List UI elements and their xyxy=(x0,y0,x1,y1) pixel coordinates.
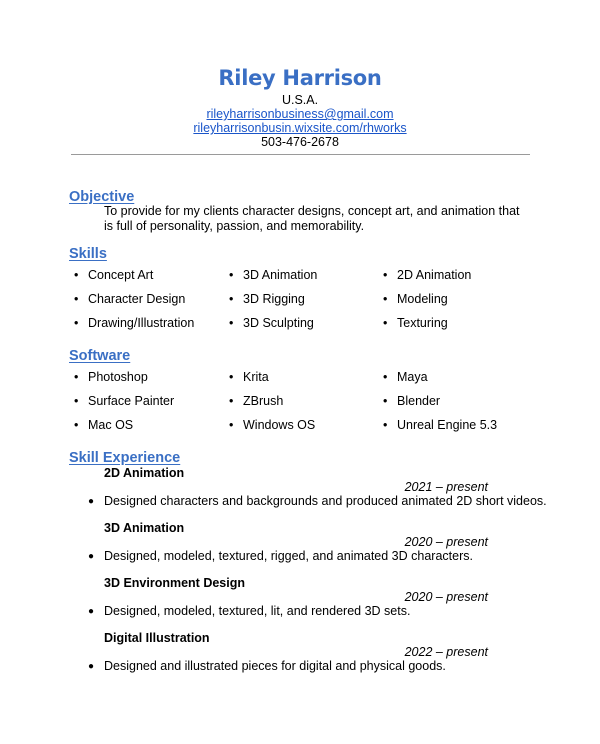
bullet-icon: • xyxy=(383,418,388,432)
bullet-icon: • xyxy=(383,292,388,306)
bullet-icon: • xyxy=(74,292,79,306)
software-heading: Software xyxy=(69,348,131,364)
experience-date: 2022 – present xyxy=(404,645,488,659)
bullet-icon: • xyxy=(74,394,79,408)
experience-title: 3D Animation xyxy=(104,521,185,535)
skills-heading: Skills xyxy=(69,246,107,262)
experience-date: 2020 – present xyxy=(404,590,488,604)
header-divider xyxy=(71,154,530,155)
bullet-icon: • xyxy=(229,394,234,408)
experience-title: 3D Environment Design xyxy=(104,576,245,590)
website-link[interactable]: rileyharrisonbusin.wixsite.com/rhworks xyxy=(193,121,407,135)
experience-title: 2D Animation xyxy=(104,466,185,480)
resume-page: Riley Harrison U.S.A. rileyharrisonbusiness@gmail.com rileyharrisonbusin.wixsite.com/rhworks 503-476-2678 Objective To provide for my clients character designs, concept art, and animation that is full of personality, passion, and memorability. Skills • Concept Art • Character Design • Drawing/Illustration • 3D Animation • 3D Rigging • 3D Sculpting • 2D Animation • Modeling • Texturing Software • Photoshop • Surface Painter • Mac OS • Krita • ZBrush • Windows OS • Maya • Blender • Unreal Engine 5.3 Skill Experience 2D Animation 2021 – present ● Designed characters and backgrounds and produced animated 2D short videos. 3D Animation 2020 – present ● Designed, modeled, textured, rigged, and animated 3D characters. 3D Environment Design 2020 – present ● Designed, modeled, textured, lit, and rendered 3D sets. Digital Illustration 2022 – present ● Designed and illustrated pieces for digital and physical goods. xyxy=(0,0,600,744)
bullet-icon: • xyxy=(229,316,234,330)
bullet-icon: • xyxy=(229,268,234,282)
resume-header xyxy=(0,63,600,149)
bullet-icon: • xyxy=(383,394,388,408)
bullet-icon: ● xyxy=(88,551,95,562)
objective-heading: Objective xyxy=(69,189,135,205)
experience-description: ● Designed and illustrated pieces for digital and physical goods. xyxy=(88,659,446,673)
bullet-icon: • xyxy=(74,370,79,384)
location: U.S.A. xyxy=(281,93,319,107)
experience-heading: Skill Experience xyxy=(69,450,181,466)
bullet-icon: ● xyxy=(88,496,95,507)
bullet-icon: • xyxy=(383,316,388,330)
phone-number: 503-476-2678 xyxy=(261,135,339,149)
experience-title: Digital Illustration xyxy=(104,631,210,645)
bullet-icon: • xyxy=(74,268,79,282)
bullet-icon: • xyxy=(383,370,388,384)
objective-text: To provide for my clients character designs, concept art, and animation that is full of personality, passion, and memorability. xyxy=(104,204,520,233)
bullet-icon: • xyxy=(229,292,234,306)
bullet-icon: • xyxy=(74,316,79,330)
bullet-icon: • xyxy=(229,418,234,432)
experience-date: 2021 – present xyxy=(404,480,488,494)
experience-description: ● Designed, modeled, textured, rigged, and animated 3D characters. xyxy=(88,549,473,563)
experience-description: ● Designed characters and backgrounds and produced animated 2D short videos. xyxy=(88,494,547,508)
experience-date: 2020 – present xyxy=(404,535,488,549)
bullet-icon: ● xyxy=(88,661,95,672)
bullet-icon: • xyxy=(383,268,388,282)
applicant-name: Riley Harrison xyxy=(218,66,382,90)
email-link[interactable]: rileyharrisonbusiness@gmail.com xyxy=(206,107,394,121)
bullet-icon: ● xyxy=(88,606,95,617)
experience-description: ● Designed, modeled, textured, lit, and rendered 3D sets. xyxy=(88,604,411,618)
bullet-icon: • xyxy=(229,370,234,384)
bullet-icon: • xyxy=(74,418,79,432)
